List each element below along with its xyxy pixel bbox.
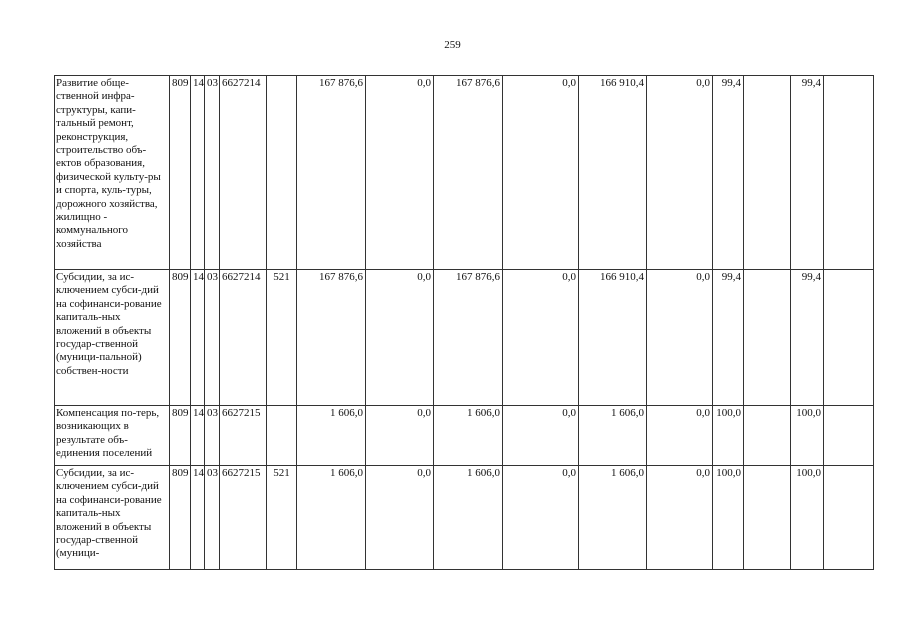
subsection-code: 03 <box>205 406 220 466</box>
percent-cell: 100,0 <box>713 466 744 570</box>
value-cell <box>824 270 874 406</box>
value-cell: 0,0 <box>503 466 579 570</box>
value-cell: 0,0 <box>503 270 579 406</box>
percent-cell: 100,0 <box>713 406 744 466</box>
percent-cell: 99,4 <box>791 76 824 270</box>
percent-cell: 99,4 <box>713 270 744 406</box>
table-row <box>55 270 874 406</box>
expense-type-code <box>267 406 297 466</box>
page-number: 259 <box>444 39 461 51</box>
table-row <box>55 466 874 570</box>
target-article-code: 6627215 <box>220 466 267 570</box>
value-cell: 0,0 <box>647 76 713 270</box>
section-code: 14 <box>191 406 205 466</box>
target-article-code: 6627214 <box>220 76 267 270</box>
row-name: Компенсация по-терь, возникающих в результате объ-единения поселений <box>55 406 170 466</box>
ministry-code: 809 <box>170 406 191 466</box>
ministry-code: 809 <box>170 76 191 270</box>
value-cell: 167 876,6 <box>434 270 503 406</box>
value-cell <box>744 466 791 570</box>
value-cell: 0,0 <box>366 406 434 466</box>
expense-type-code <box>267 76 297 270</box>
value-cell: 166 910,4 <box>579 76 647 270</box>
section-code: 14 <box>191 466 205 570</box>
table-row <box>55 406 874 466</box>
target-article-code: 6627215 <box>220 406 267 466</box>
value-cell: 1 606,0 <box>434 466 503 570</box>
row-name: Субсидии, за ис-ключением субси-дий на софинанси-рование капиталь-ных вложений в объекты государ-ственной (муници-пальной) собствен-ности <box>55 270 170 406</box>
percent-cell: 99,4 <box>713 76 744 270</box>
value-cell <box>824 76 874 270</box>
expense-type-code: 521 <box>267 466 297 570</box>
value-cell: 0,0 <box>503 406 579 466</box>
value-cell <box>744 76 791 270</box>
value-cell: 0,0 <box>647 406 713 466</box>
section-code: 14 <box>191 270 205 406</box>
value-cell <box>744 270 791 406</box>
table-row <box>55 76 874 270</box>
ministry-code: 809 <box>170 270 191 406</box>
budget-table <box>54 75 874 570</box>
row-name: Субсидии, за ис-ключением субси-дий на софинанси-рование капиталь-ных вложений в объекты государ-ственной (муници- <box>55 466 170 570</box>
section-code: 14 <box>191 76 205 270</box>
target-article-code: 6627214 <box>220 270 267 406</box>
value-cell <box>824 406 874 466</box>
percent-cell: 100,0 <box>791 406 824 466</box>
subsection-code: 03 <box>205 76 220 270</box>
percent-cell: 99,4 <box>791 270 824 406</box>
value-cell: 1 606,0 <box>579 406 647 466</box>
value-cell: 167 876,6 <box>297 270 366 406</box>
value-cell: 0,0 <box>647 466 713 570</box>
value-cell <box>744 406 791 466</box>
value-cell: 0,0 <box>366 270 434 406</box>
row-name: Развитие обще-ственной инфра-структуры, капи-тальный ремонт, реконструкция, строительство объ-ектов образования, физической культу-ры и спорта, куль-туры, дорожного хозяйства, жилищно - коммунального хозяйства <box>55 76 170 270</box>
ministry-code: 809 <box>170 466 191 570</box>
value-cell <box>824 466 874 570</box>
value-cell: 0,0 <box>366 76 434 270</box>
value-cell: 1 606,0 <box>579 466 647 570</box>
value-cell: 0,0 <box>647 270 713 406</box>
value-cell: 166 910,4 <box>579 270 647 406</box>
value-cell: 167 876,6 <box>297 76 366 270</box>
value-cell: 1 606,0 <box>297 466 366 570</box>
value-cell: 0,0 <box>366 466 434 570</box>
subsection-code: 03 <box>205 270 220 406</box>
subsection-code: 03 <box>205 466 220 570</box>
expense-type-code: 521 <box>267 270 297 406</box>
value-cell: 1 606,0 <box>297 406 366 466</box>
value-cell: 167 876,6 <box>434 76 503 270</box>
value-cell: 0,0 <box>503 76 579 270</box>
percent-cell: 100,0 <box>791 466 824 570</box>
value-cell: 1 606,0 <box>434 406 503 466</box>
